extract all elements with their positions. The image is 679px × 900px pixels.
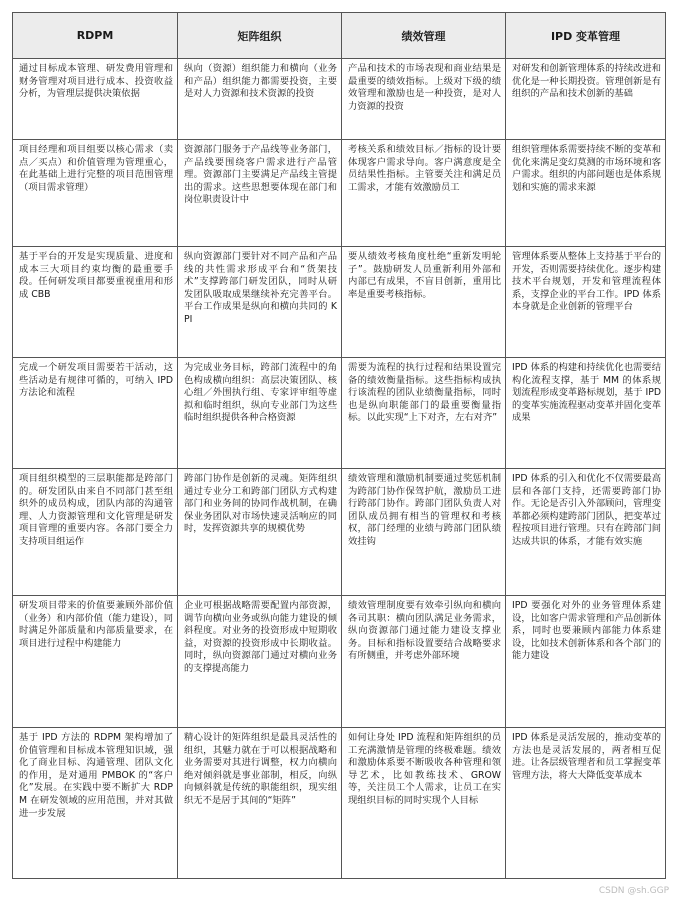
table-cell: 绩效管理和激励机制要通过奖惩机制为跨部门协作保驾护航，激励员工进行跨部门协作。跨部门团队负责人对团队成员拥有相当的管理权和考核权，部门经理的业绩与跨部门团队绩效挂钩: [342, 469, 506, 596]
table-cell: 资源部门服务于产品线等业务部门，产品线要围绕客户需求进行产品管理。资源部门主要满足产品线主管提出的需求。这些思想要体现在部门和岗位职责设计中: [178, 140, 342, 247]
table-cell: 绩效管理制度要有效牵引纵向和横向各司其职：横向团队满足业务需求，纵向资源部门通过能力建设支撑业务。目标和指标设置要结合战略要求有所侧重，并考虑外部环境: [342, 596, 506, 728]
comparison-table: [12, 12, 666, 879]
table-cell: IPD 体系的引入和优化不仅需要最高层和各部门支持，还需要跨部门协作。无论是否引入外部顾问，管理变革都必须构建跨部门团队，把变革过程按项目进行管理。只有在跨部门间达成共识的体系，才能有效实施: [506, 469, 666, 596]
header-matrix-org: 矩阵组织: [178, 13, 342, 59]
table-cell: 项目组织模型的三层职能都是跨部门的。研发团队由来自不同部门甚至组织外的成员构成，团队内部的沟通管理、人力资源管理和文化管理是研发项目管理的重要内容。各部门要全力支持项目组运作: [13, 469, 178, 596]
table-cell: 管理体系要从整体上支持基于平台的开发，否则需要持续优化。逐步构建技术平台规划，开发和管理流程体系，支撑企业的平台工作。IPD 体系本身就是企业创新的管理平台: [506, 247, 666, 358]
table-cell: 要从绩效考核角度杜绝“重新发明轮子”。鼓励研发人员重新利用外部和内部已有成果，不盲目创新，重用比率是重要考核指标。: [342, 247, 506, 358]
table-row: [13, 596, 666, 728]
table-cell: 纵向（资源）组织能力和横向（业务和产品）组织能力都需要投资，主要是对人力资源和技术资源的投资: [178, 59, 342, 140]
table-row: [13, 59, 666, 140]
table-cell: IPD 要强化对外的业务管理体系建设，比如客户需求管理和产品创新体系，同时也要兼顾内部能力体系建设，比如技术创新体系和各个部门的能力建设: [506, 596, 666, 728]
table-cell: 研发项目带来的价值要兼顾外部价值（业务）和内部价值（能力建设），同时满足外部质量和内部质量要求，在项目进行过程中构建能力: [13, 596, 178, 728]
table-cell: 企业可根据战略需要配置内部资源，调节向横向业务或纵向能力建设的倾斜程度。对业务的投资形成中短期收益，对资源的投资形成中长期收益。同时，纵向资源部门通过对横向业务的支撑提高能力: [178, 596, 342, 728]
table-cell: 项目经理和项目组要以核心需求（卖点／买点）和价值管理为管理重心，在此基础上进行完整的项目范围管理（项目需求管理）: [13, 140, 178, 247]
comparison-table-container: [12, 12, 665, 879]
table-row: [13, 140, 666, 247]
table-cell: 纵向资源部门要针对不同产品和产品线的共性需求形成平台和“货架技术”支撑跨部门研发团队，同时从研发团队吸取成果继续补充完善平台。平台工作成果是纵向和横向共同的 KPI: [178, 247, 342, 358]
table-cell: 为完成业务目标，跨部门流程中的角色构成横向组织：高层决策团队、核心组／外围执行组、专家评审组等虚拟和临时组织，纵向专业部门为这些临时组织提供各种合格资源: [178, 358, 342, 469]
header-row: [13, 13, 666, 59]
table-cell: 需要为流程的执行过程和结果设置完备的绩效衡量指标。这些指标构成执行该流程的团队业绩衡量指标，同时也是纵向职能部门的最重要衡量指标。以此实现“上下对齐，左右对齐”: [342, 358, 506, 469]
table-cell: 基于平台的开发是实现质量、进度和成本三大项目约束均衡的最重要手段。任何研发项目都要重视重用和形成 CBB: [13, 247, 178, 358]
table-cell: 考核关系和绩效目标／指标的设计要体现客户需求导向。客户满意度是全员结果性指标。主管要关注和满足员工需求，才能有效激励员工: [342, 140, 506, 247]
watermark: CSDN @sh.GGP: [598, 886, 669, 896]
table-cell: 如何让身处 IPD 流程和矩阵组织的员工充满激情是管理的终极难题。绩效和激励体系要不断吸收各种管理和领导艺术，比如教练技术、GROW 等，关注员工个人需求，让员工在实现组织目标的同时实现个人目标: [342, 728, 506, 879]
table-cell: 产品和技术的市场表现和商业结果是最重要的绩效指标。上级对下级的绩效管理和激励也是一种投资，是对人力资源的投资: [342, 59, 506, 140]
table-cell: IPD 体系是灵活发展的，推动变革的方法也是灵活发展的，两者相互促进。让各层级管理者和员工掌握变革管理方法，将大大降低变革成本: [506, 728, 666, 879]
table-cell: 对研发和创新管理体系的持续改进和优化是一种长期投资。管理创新是有组织的产品和技术创新的基础: [506, 59, 666, 140]
table-cell: 基于 IPD 方法的 RDPM 架构增加了价值管理和目标成本管理知识域，强化了商业目标、沟通管理、团队文化的作用，是对通用 PMBOK 的“客户化”发展。在实践中要不断扩大 RDPM 在研发领域的应用范围，并对其做进一步发展: [13, 728, 178, 879]
table-cell: 通过目标成本管理、研发费用管理和财务管理对项目进行成本、投资收益分析，为管理层提供决策依据: [13, 59, 178, 140]
header-rdpm: RDPM: [13, 13, 178, 59]
table-row: [13, 247, 666, 358]
table-cell: 组织管理体系需要持续不断的变革和优化来满足变幻莫测的市场环境和客户需求。组织的内部问题也是体系规划和实施的需求来源: [506, 140, 666, 247]
table-cell: 精心设计的矩阵组织是最具灵活性的组织，其魅力就在于可以根据战略和业务需要对其进行调整，权力向横向绝对倾斜就是事业部制，相反，向纵向倾斜就是传统的职能组织，现实组织无不是居于其间的“矩阵”: [178, 728, 342, 879]
table-cell: 完成一个研发项目需要若干活动，这些活动是有规律可循的，可纳入 IPD 方法论和流程: [13, 358, 178, 469]
table-row: [13, 469, 666, 596]
header-performance-mgmt: 绩效管理: [342, 13, 506, 59]
table-row: [13, 728, 666, 879]
table-cell: IPD 体系的构建和持续优化也需要结构化流程支撑，基于 MM 的体系规划流程形成变革路标规划，基于 IPD 的变革实施流程驱动变革并固化变革成果: [506, 358, 666, 469]
header-ipd-change-mgmt: IPD 变革管理: [506, 13, 666, 59]
table-row: [13, 358, 666, 469]
table-cell: 跨部门协作是创新的灵魂。矩阵组织通过专业分工和跨部门团队方式构建部门和业务间的协同作战机制，在确保业务团队对市场快速灵活响应的同时，发挥资源共享的规模优势: [178, 469, 342, 596]
